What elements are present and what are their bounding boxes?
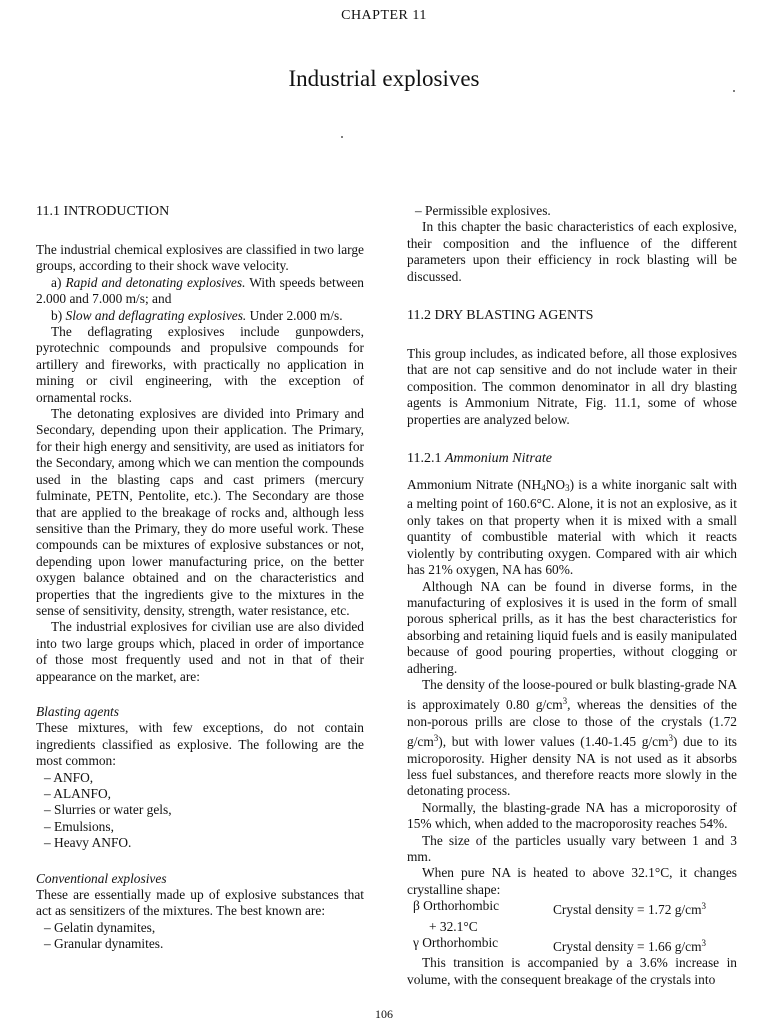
blasting-agents-list: [36, 770, 364, 852]
paragraph: The industrial explosives for civilian use are also divided into two large groups which, placed in order of importance of those most frequently used and not in that of their appearance on the market, are:: [36, 619, 364, 684]
paragraph: This transition is accompanied by a 3.6% increase in volume, with the consequent breakage of the crystals into: [407, 955, 737, 987]
paragraph: The density of the loose-poured or bulk blasting-grade NA is approximately 0.80 $g/cm^3$, whereas the densities of the non-porous prills are close to those of the crystals (1.72 $g/cm^3$), but with lower values (1.40-1.45 $g/cm^3$) due to its microporosity. Higher density NA is not used as it absorbs less fuel substances, and therefore reacts more slowly in the detonating process.: [407, 676, 738, 799]
subsection-heading-ammonium-nitrate: 11.2.1 Ammonium Nitrate: [407, 451, 552, 467]
right-column: [407, 203, 737, 988]
paragraph: This group includes, as indicated before, all those explosives that are not cap sensitive and do not include water in their composition. The common denominator in all dry blasting agents is Ammonium Nitrate, Fig. 11.1, some of whose properties are analyzed below.: [407, 346, 737, 427]
page-title: Industrial explosives: [288, 66, 480, 91]
conventional-explosives-list: [36, 920, 364, 953]
subheading-blasting-agents: Blasting agents: [36, 703, 119, 719]
paragraph: Although NA can be found in diverse forms, in the manufacturing of explosives it is used in the form of small porous spherical prills, as it has the best characteristics for absorbing and retaining liquid fuels and is easily manipulated because of good pouring properties, without clogging or adhering.: [407, 578, 737, 676]
list-item: – ANFO,: [44, 769, 94, 785]
section-heading-dry-blasting-agents: 11.2 DRY BLASTING AGENTS: [407, 308, 594, 324]
paragraph: These mixtures, with few exceptions, do not contain ingredients classified as explosive. The following are the most common:: [36, 720, 364, 769]
list-item: – Emulsions,: [44, 818, 114, 834]
paragraph: The size of the particles usually vary between 1 and 3 mm.: [407, 832, 737, 864]
subheading-conventional-explosives: Conventional explosives: [36, 870, 167, 886]
transition-temperature: + 32.1°C: [429, 918, 478, 934]
section-heading-introduction: 11.1 INTRODUCTION: [36, 204, 170, 219]
list-item: – Granular dynamites.: [44, 936, 164, 952]
print-speck: [733, 90, 735, 92]
page-number: 106: [375, 1007, 393, 1021]
list-item: – ALANFO,: [44, 786, 111, 801]
paragraph: These are essentially made up of explosive substances that act as sensitizers of the mixtures. The best known are:: [36, 887, 364, 919]
paragraph: Ammonium Nitrate $(NH_4NO_3)$ is a white inorganic salt with a melting point of 160.6°C. Alone, it is not an explosive, as it only takes on that property when it is mixed with a small quantity of combustible material with which it reacts violently by contributing oxygen. Compared with air which has 21% oxygen, NA has 60%.: [407, 477, 737, 578]
continued-list: [407, 203, 737, 219]
paragraph: When pure NA is heated to above 32.1°C, it changes crystalline shape:: [407, 865, 737, 897]
paragraph: Normally, the blasting-grade NA has a microporosity of 15% which, when added to the macroporosity reaches 54%.: [407, 799, 737, 832]
list-item: – Permissible explosives.: [415, 203, 551, 218]
list-item: – Slurries or water gels,: [44, 802, 172, 818]
list-item: – Gelatin dynamites,: [44, 919, 156, 935]
print-speck: [341, 136, 343, 138]
paragraph: In this chapter the basic characteristics of each explosive, their composition and the influence of the different parameters upon their efficiency in rock blasting will be discussed.: [407, 219, 737, 284]
paragraph: The deflagrating explosives include gunpowders, pyrotechnic compounds and propulsive compounds for artillery and fireworks, with practically no application in mining or civil engineering, with the exception of ornamental rocks.: [36, 324, 364, 405]
crystal-form-row-gamma: γ Orthorhombic Crystal density = 1.66 $g/cm^3$: [413, 935, 707, 955]
list-item: – Heavy ANFO.: [44, 835, 132, 851]
crystal-form-row-beta: β Orthorhombic Crystal density = 1.72 $g/cm^3$: [413, 898, 707, 918]
paragraph: The detonating explosives are divided into Primary and Secondary, depending upon their application. The Primary, for their high energy and sensitivity, are used as initiators for the Secondary, among which we can mention the compounds used in the blasting caps and cast primers (mercury fulminate, PETN, Pentolite, etc.). The Secondary are those that are applied to the breakage of rocks and, although less sensitive than the Primary, they do more useful work. These compounds can be mixtures of explosive substances or not, depending upon lower manufacturing price, on the better oxygen balance obtained and on the characteristics and properties that the ingredients give to the mixtures in the sense of sensitivity, density, strength, water resistance, etc.: [36, 406, 364, 618]
paragraph: The industrial chemical explosives are classified in two large groups, according to their shock wave velocity.: [36, 242, 364, 274]
paragraph: b) Slow and deflagrating explosives. Under 2.000 m/s.: [51, 307, 343, 323]
left-column: [36, 203, 364, 953]
chapter-label: CHAPTER 11: [341, 8, 427, 23]
paragraph: a) Rapid and detonating explosives. With speeds between 2.000 and 7.000 m/s; and: [36, 274, 364, 307]
